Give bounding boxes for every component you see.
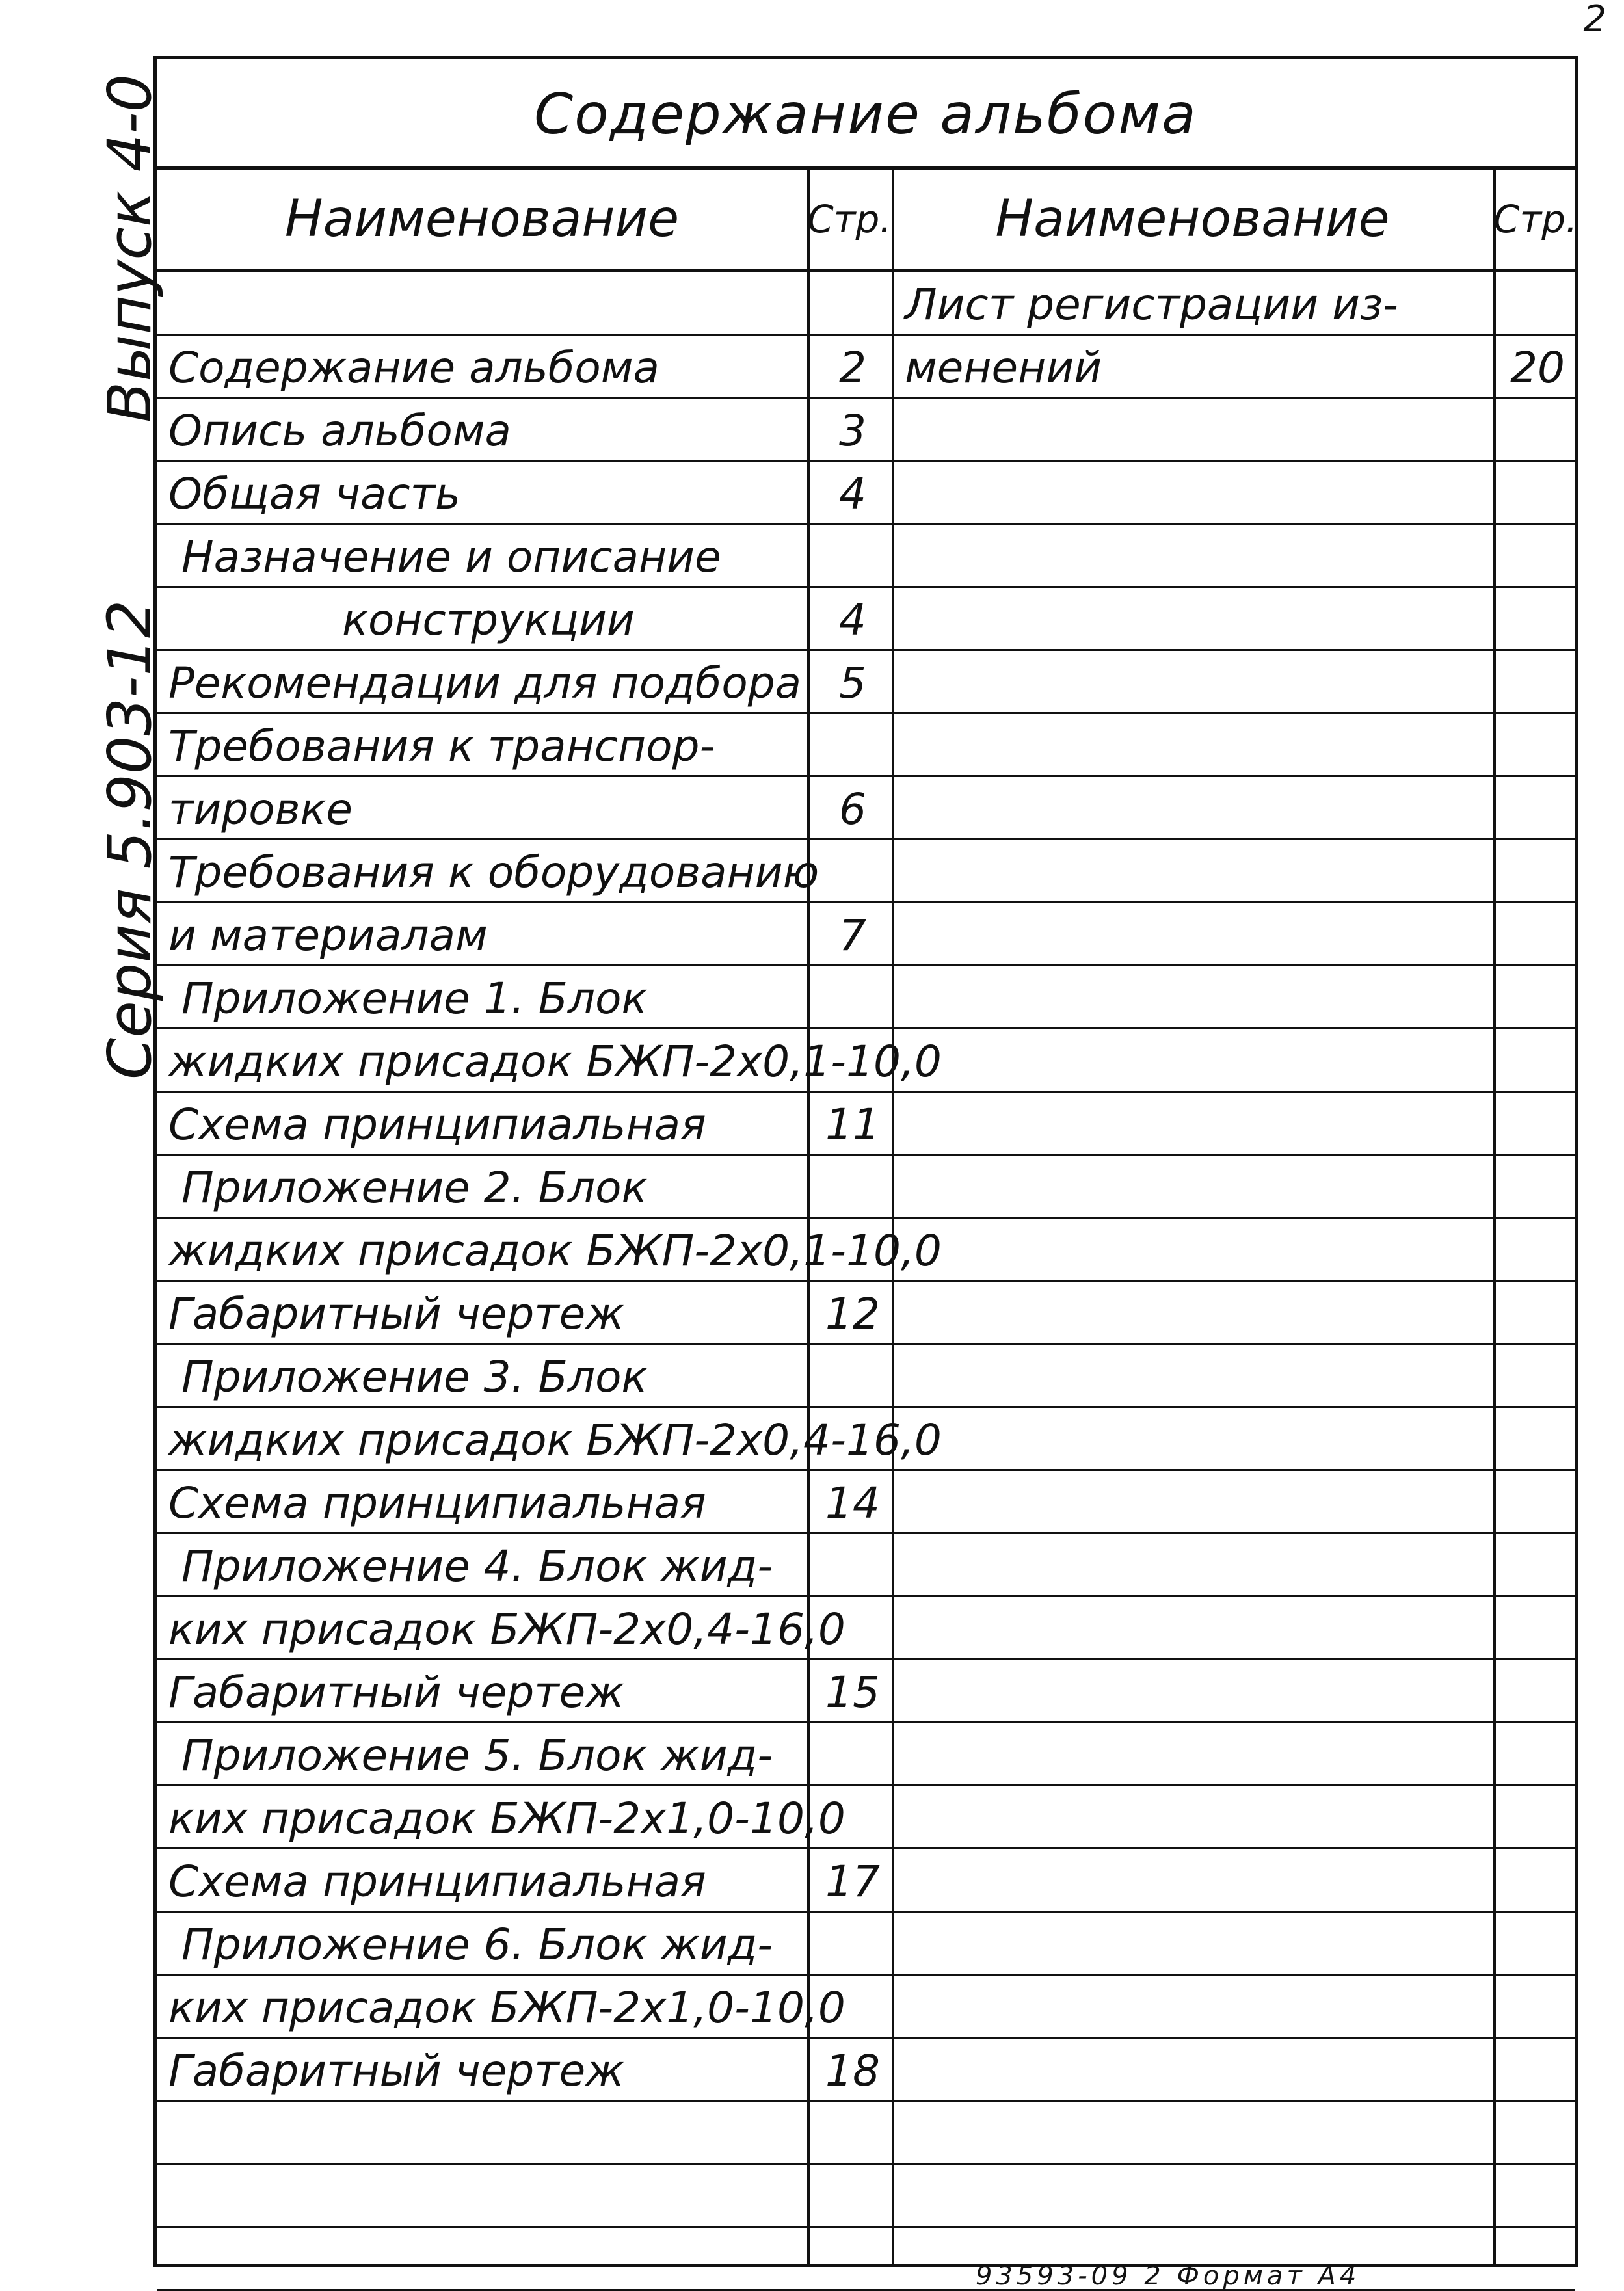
row-page — [814, 1029, 892, 1091]
row-name-right — [905, 2165, 1490, 2226]
table-row — [157, 903, 1575, 966]
row-name: Содержание альбома — [168, 343, 659, 393]
row-name-right — [905, 1723, 1490, 1784]
row-name-right — [905, 1597, 1490, 1658]
row-name: Схема принципиальная — [168, 1857, 706, 1907]
row-page — [814, 1597, 892, 1658]
row-name: Требования к транспор- — [168, 721, 715, 771]
row-name: тировке — [168, 784, 353, 834]
row-name: Габаритный чертеж — [168, 1289, 624, 1339]
row-page — [814, 1408, 892, 1469]
row-name: Габаритный чертеж — [168, 2046, 624, 2096]
row-page-right — [1502, 966, 1573, 1027]
table-row — [157, 1345, 1575, 1408]
table-row — [157, 1282, 1575, 1345]
table-row — [157, 714, 1575, 777]
row-page-right — [1502, 2039, 1573, 2100]
row-page — [814, 2165, 892, 2226]
row-page-right — [1502, 1597, 1573, 1658]
row-page: 11 — [825, 1100, 880, 1150]
row-page — [814, 1156, 892, 1217]
row-page-right — [1502, 1029, 1573, 1091]
table-row — [157, 1723, 1575, 1786]
table-row — [157, 1093, 1575, 1156]
table-row — [157, 525, 1575, 588]
header-page-left: Стр. — [807, 197, 892, 241]
row-name: жидких присадок БЖП-2х0,1-10,0 — [168, 1037, 942, 1087]
row-name-right — [905, 1849, 1490, 1911]
row-page-right — [1502, 1282, 1573, 1343]
row-name: конструкции — [342, 595, 635, 645]
row-page — [814, 1534, 892, 1595]
table-row — [157, 399, 1575, 462]
row-page-right — [1502, 1345, 1573, 1406]
row-name: Опись альбома — [168, 406, 512, 456]
row-name: Рекомендации для подбора — [168, 658, 802, 708]
row-name: Габаритный чертеж — [168, 1667, 624, 1717]
row-page-right — [1502, 2102, 1573, 2163]
row-name: ких присадок БЖП-2х0,4-16,0 — [168, 1604, 845, 1654]
row-name: Требования к оборудованию — [168, 847, 819, 897]
row-name-right — [905, 1093, 1490, 1154]
header-name-left: Наименование — [284, 190, 680, 248]
row-name: Схема принципиальная — [168, 1100, 706, 1150]
table-row — [157, 462, 1575, 525]
table-row — [157, 1913, 1575, 1976]
footer-code: 93593-09 2 Формат А4 — [976, 2261, 1361, 2291]
row-name-right — [905, 840, 1490, 901]
row-name: Общая часть — [168, 469, 461, 519]
row-page: 5 — [839, 658, 866, 708]
row-name: Приложение 5. Блок жид- — [181, 1730, 773, 1781]
row-name — [168, 2228, 809, 2289]
row-page — [814, 714, 892, 775]
row-page-right — [1502, 1786, 1573, 1847]
row-name — [168, 272, 809, 334]
row-name-right: менений — [905, 343, 1102, 393]
row-page — [814, 272, 892, 334]
row-page-right — [1502, 1093, 1573, 1154]
table-header — [157, 170, 1578, 272]
table-row — [157, 651, 1575, 714]
row-name-right: Лист регистрации из- — [905, 280, 1398, 330]
row-name: ких присадок БЖП-2х1,0-10,0 — [168, 1794, 845, 1844]
row-name: и материалам — [168, 910, 488, 960]
row-name-right — [905, 1029, 1490, 1091]
row-page: 12 — [825, 1289, 880, 1339]
row-page-right — [1502, 272, 1573, 334]
row-page-right — [1502, 903, 1573, 964]
row-name-right — [905, 966, 1490, 1027]
row-page: 15 — [825, 1667, 880, 1717]
table-row — [157, 1660, 1575, 1723]
row-name-right — [905, 2039, 1490, 2100]
row-name: жидких присадок БЖП-2х0,1-10,0 — [168, 1226, 942, 1276]
row-name: Назначение и описание — [181, 532, 721, 582]
table-row — [157, 840, 1575, 903]
row-name: Схема принципиальная — [168, 1478, 706, 1528]
row-name-right — [905, 1660, 1490, 1721]
table-row — [157, 1156, 1575, 1219]
row-page: 7 — [839, 910, 866, 960]
table-row — [157, 1786, 1575, 1849]
row-page: 14 — [825, 1478, 880, 1528]
row-page-right — [1502, 399, 1573, 460]
table-row — [157, 272, 1575, 336]
row-name-right — [905, 399, 1490, 460]
row-page — [814, 2228, 892, 2289]
table-row — [157, 1029, 1575, 1093]
row-page-right — [1502, 1156, 1573, 1217]
row-name: Приложение 4. Блок жид- — [181, 1541, 773, 1591]
row-name-right — [905, 777, 1490, 838]
row-page-right — [1502, 462, 1573, 523]
table-row — [157, 2039, 1575, 2102]
row-page-right — [1502, 588, 1573, 649]
row-page: 4 — [839, 469, 866, 519]
row-page: 3 — [839, 406, 866, 456]
row-page-right — [1502, 1913, 1573, 1974]
table-row — [157, 1849, 1575, 1913]
row-page-right — [1502, 1723, 1573, 1784]
table-row — [157, 1219, 1575, 1282]
row-page — [814, 1786, 892, 1847]
row-name-right — [905, 1156, 1490, 1217]
side-label-series: Серия 5.903-12 — [95, 600, 165, 1079]
row-name-right — [905, 1471, 1490, 1532]
row-name-right — [905, 588, 1490, 649]
row-page: 18 — [825, 2046, 880, 2096]
row-page — [814, 2102, 892, 2163]
table-body — [157, 272, 1575, 2264]
row-page-right — [1502, 714, 1573, 775]
row-page-right — [1502, 1660, 1573, 1721]
table-row — [157, 966, 1575, 1029]
row-page — [814, 1976, 892, 2037]
contents-sheet — [153, 56, 1578, 2267]
table-row — [157, 336, 1575, 399]
row-page-right — [1502, 1976, 1573, 2037]
header-name-right: Наименование — [995, 190, 1390, 248]
row-name-right — [905, 525, 1490, 586]
row-page-right — [1502, 651, 1573, 712]
row-name: Приложение 1. Блок — [181, 973, 648, 1024]
row-name: Приложение 3. Блок — [181, 1352, 648, 1402]
table-row — [157, 1534, 1575, 1597]
table-row — [157, 1597, 1575, 1660]
row-page-right — [1502, 525, 1573, 586]
row-name: ких присадок БЖП-2х1,0-10,0 — [168, 1983, 845, 2033]
row-name: Приложение 2. Блок — [181, 1163, 648, 1213]
sheet-title: Содержание альбома — [157, 59, 1575, 170]
row-name-right — [905, 1282, 1490, 1343]
table-row — [157, 2165, 1575, 2228]
row-page-right — [1502, 840, 1573, 901]
row-page: 4 — [839, 595, 866, 645]
side-label-issue: Выпуск 4-0 — [95, 73, 165, 423]
row-name-right — [905, 462, 1490, 523]
row-name-right — [905, 714, 1490, 775]
row-name-right — [905, 1976, 1490, 2037]
row-page-right — [1502, 777, 1573, 838]
row-page-right — [1502, 1408, 1573, 1469]
row-page — [814, 1913, 892, 1974]
row-name — [168, 2102, 809, 2163]
row-name-right — [905, 903, 1490, 964]
row-page — [814, 1723, 892, 1784]
table-row — [157, 588, 1575, 651]
row-name-right — [905, 651, 1490, 712]
row-page: 2 — [839, 343, 866, 393]
row-name-right — [905, 1534, 1490, 1595]
row-name-right — [905, 1408, 1490, 1469]
row-name: жидких присадок БЖП-2х0,4-16,0 — [168, 1415, 942, 1465]
row-name-right — [905, 2102, 1490, 2163]
row-page — [814, 1345, 892, 1406]
table-row — [157, 1976, 1575, 2039]
table-row — [157, 2102, 1575, 2165]
row-page-right — [1502, 1471, 1573, 1532]
row-page — [814, 1219, 892, 1280]
row-page — [814, 966, 892, 1027]
row-name-right — [905, 1219, 1490, 1280]
row-name-right — [905, 1345, 1490, 1406]
row-page-right — [1502, 1534, 1573, 1595]
header-page-right: Стр. — [1493, 197, 1578, 241]
row-name-right — [905, 1913, 1490, 1974]
table-row — [157, 1471, 1575, 1534]
row-page-right: 20 — [1510, 343, 1565, 393]
row-name — [168, 2165, 809, 2226]
page-number: 2 — [1583, 0, 1606, 40]
row-name: Приложение 6. Блок жид- — [181, 1920, 773, 1970]
row-page-right — [1502, 1219, 1573, 1280]
row-name-right — [905, 1786, 1490, 1847]
row-page — [814, 840, 892, 901]
row-page-right — [1502, 1849, 1573, 1911]
row-page: 6 — [839, 784, 866, 834]
table-row — [157, 777, 1575, 840]
table-row — [157, 1408, 1575, 1471]
row-page-right — [1502, 2165, 1573, 2226]
row-page: 17 — [825, 1857, 880, 1907]
row-page — [814, 525, 892, 586]
